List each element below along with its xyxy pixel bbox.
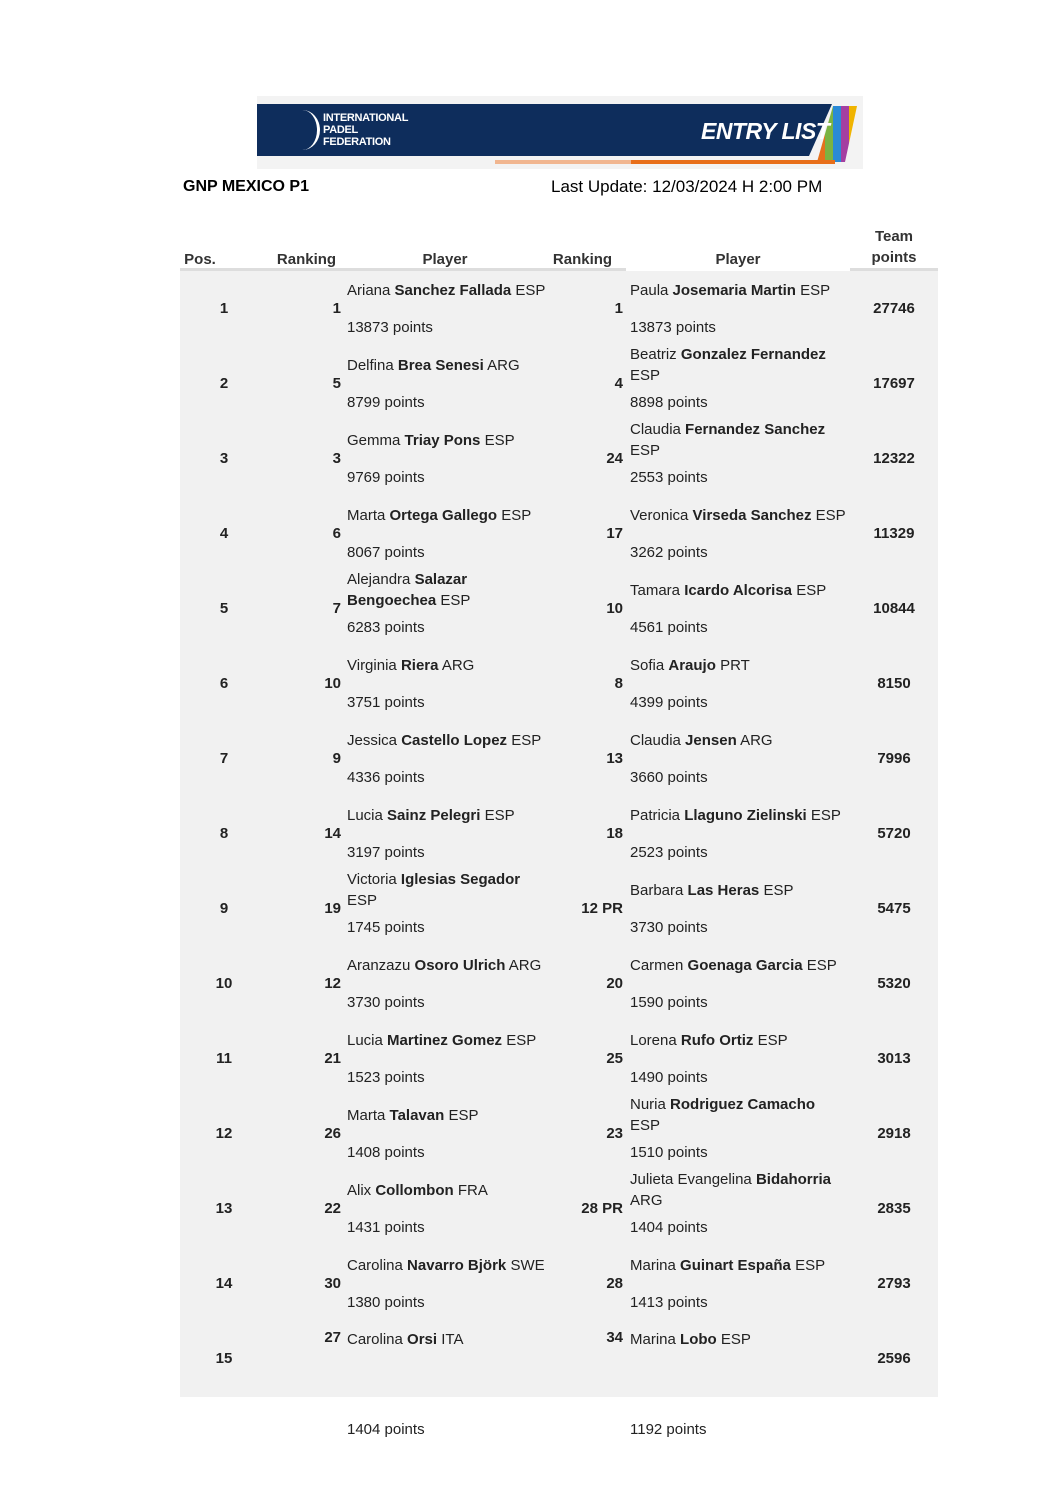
position: 8 (219, 825, 229, 842)
first-name: Veronica (630, 506, 689, 524)
last-name: Orsi (407, 1331, 438, 1348)
player-name (347, 271, 547, 309)
ranking-1: 6 (332, 525, 341, 542)
team-points: 2793 (877, 1275, 911, 1292)
player-points: 1404 points (347, 1421, 425, 1438)
first-name: Paula (630, 281, 669, 299)
first-name: Alix (347, 1181, 372, 1199)
player-name (630, 1329, 848, 1350)
first-name: Lorena (630, 1031, 677, 1049)
country: ESP (806, 956, 837, 974)
player-name-text (347, 1180, 488, 1201)
player-name (630, 721, 848, 759)
country: ESP (630, 1117, 661, 1134)
ranking-2: 25 (606, 1050, 623, 1067)
ranking-2: 4 (614, 375, 623, 392)
country: ESP (763, 881, 794, 899)
player-2 (630, 946, 848, 1021)
last-name: Rodriguez Camacho (670, 1096, 816, 1113)
player-name-text (347, 1255, 545, 1276)
player-name-text (347, 955, 541, 976)
first-name: Carolina (347, 1256, 403, 1274)
last-name: Jensen (685, 731, 737, 749)
player-name-text (630, 280, 830, 301)
player-points: 1404 points (630, 1219, 708, 1236)
player-1 (347, 721, 547, 796)
player-name (630, 571, 848, 609)
ranking-1: 22 (324, 1200, 341, 1217)
player-points: 3197 points (347, 844, 425, 861)
player-1 (347, 1321, 547, 1438)
player-1 (347, 496, 547, 571)
country: ESP (800, 281, 831, 299)
last-name: Sainz Pelegri (387, 806, 481, 824)
player-name-text (630, 730, 773, 751)
player-name-text (630, 655, 750, 676)
position: 7 (219, 750, 229, 767)
country: ARG (740, 731, 773, 749)
ranking-2: 1 (614, 300, 623, 317)
player-name-text (347, 1105, 478, 1126)
player-points: 4399 points (630, 694, 708, 711)
player-name-text (630, 344, 848, 386)
player-name (347, 1021, 547, 1059)
player-2 (630, 1246, 848, 1321)
player-points: 2553 points (630, 469, 708, 486)
player-name-text (630, 1094, 848, 1136)
player-1 (347, 796, 547, 871)
player-name (630, 1021, 848, 1059)
ranking-1: 14 (324, 825, 341, 842)
player-name-text (630, 1329, 751, 1350)
ranking-2: 18 (606, 825, 623, 842)
first-name: Victoria (347, 871, 397, 888)
table-row (180, 421, 938, 496)
player-1 (347, 1096, 547, 1171)
last-name: Salazar Bengoechea (347, 571, 468, 609)
player-name-text (347, 1329, 463, 1350)
player-name (347, 1246, 547, 1284)
first-name: Marina (630, 1331, 676, 1348)
player-2 (630, 1021, 848, 1096)
player-2 (630, 496, 848, 571)
first-name: Julieta Evangelina (630, 1171, 752, 1188)
first-name: Marta (347, 1106, 386, 1124)
country: ESP (506, 1031, 537, 1049)
player-name-text (347, 569, 547, 611)
header-player-2: Player (715, 251, 761, 268)
player-name (630, 1171, 848, 1209)
first-name: Marina (630, 1256, 676, 1274)
banner-title: ENTRY LIST (701, 118, 830, 144)
first-name: Gemma (347, 431, 401, 449)
first-name: Alejandra (347, 571, 411, 588)
country: ESP (815, 506, 846, 524)
ranking-1: 10 (324, 675, 341, 692)
player-name (630, 1246, 848, 1284)
player-1 (347, 1246, 547, 1321)
first-name: Lucia (347, 1031, 383, 1049)
player-name (630, 796, 848, 834)
player-points: 3660 points (630, 769, 708, 786)
ranking-2: 8 (614, 675, 623, 692)
first-name: Claudia (630, 421, 681, 438)
player-points: 13873 points (630, 319, 716, 336)
banner-orange-line (495, 160, 835, 164)
table-row (180, 721, 938, 796)
player-name (347, 1171, 547, 1209)
position: 5 (219, 600, 229, 617)
player-2 (630, 721, 848, 796)
player-points: 1431 points (347, 1219, 425, 1236)
ranking-2: 28 (606, 1275, 623, 1292)
team-points: 8150 (877, 675, 911, 692)
country: ESP (795, 1256, 826, 1274)
player-points: 1745 points (347, 919, 425, 936)
player-name (347, 646, 547, 684)
last-name: Icardo Alcorisa (684, 581, 793, 599)
team-points: 2918 (877, 1125, 911, 1142)
player-name-text (347, 805, 515, 826)
position: 2 (219, 375, 229, 392)
player-name-text (347, 869, 547, 911)
player-name (630, 271, 848, 309)
player-name-text (630, 1030, 788, 1051)
first-name: Delfina (347, 356, 394, 374)
player-1 (347, 1171, 547, 1246)
ipf-logo-text: INTERNATIONAL PADEL FEDERATION (323, 112, 409, 148)
position: 11 (216, 1050, 232, 1067)
table-row (180, 1021, 938, 1096)
last-name: Araujo (668, 656, 716, 674)
country: FRA (457, 1181, 488, 1199)
last-name: Iglesias Segador (400, 871, 521, 888)
header-ranking-2: Ranking (552, 251, 613, 268)
last-name: Talavan (389, 1106, 445, 1124)
first-name: Ariana (347, 281, 391, 299)
player-1 (347, 421, 547, 496)
position: 15 (215, 1350, 233, 1367)
team-points: 12322 (873, 450, 915, 467)
table-row (180, 796, 938, 871)
first-name: Beatriz (630, 346, 677, 363)
player-1 (347, 646, 547, 721)
ipf-banner (257, 96, 863, 169)
country: ARG (508, 956, 542, 974)
player-2 (630, 571, 848, 646)
player-name (347, 421, 547, 459)
ranking-1: 5 (332, 375, 341, 392)
player-points: 8067 points (347, 544, 425, 561)
country: ESP (511, 731, 542, 749)
player-points: 8898 points (630, 394, 708, 411)
ranking-2: 12 PR (581, 900, 623, 917)
country: ITA (441, 1331, 464, 1348)
player-name (630, 871, 848, 909)
player-name (347, 496, 547, 534)
last-name: Ortega Gallego (389, 506, 498, 524)
player-1 (347, 871, 547, 946)
player-name-text (630, 955, 837, 976)
team-points: 5475 (877, 900, 911, 917)
team-points: 5320 (877, 975, 911, 992)
last-name: Triay Pons (404, 431, 481, 449)
ranking-1: 1 (332, 300, 341, 317)
last-name: Llaguno Zielinski (684, 806, 807, 824)
player-1 (347, 346, 547, 421)
country: ESP (347, 892, 378, 909)
player-name (347, 721, 547, 759)
position: 12 (215, 1125, 233, 1142)
last-name: Osoro Ulrich (414, 956, 506, 974)
country: ESP (796, 581, 827, 599)
player-2 (630, 871, 848, 946)
last-name: Goenaga Garcia (687, 956, 803, 974)
last-name: Brea Senesi (397, 356, 484, 374)
entry-table (180, 271, 938, 1438)
country: ESP (484, 806, 515, 824)
team-points: 17697 (873, 375, 915, 392)
table-row (180, 1171, 938, 1246)
last-name: Martinez Gomez (387, 1031, 503, 1049)
player-name (630, 946, 848, 984)
player-name-text (347, 730, 541, 751)
player-2 (630, 1321, 848, 1438)
player-points: 4336 points (347, 769, 425, 786)
player-2 (630, 796, 848, 871)
player-name-text (347, 1030, 536, 1051)
player-name (347, 946, 547, 984)
position: 3 (219, 450, 229, 467)
player-2 (630, 421, 848, 496)
ranking-1: 26 (324, 1125, 341, 1142)
player-points: 3730 points (347, 994, 425, 1011)
player-name-text (630, 419, 848, 461)
country: ESP (515, 281, 546, 299)
country: ESP (810, 806, 841, 824)
player-points: 9769 points (347, 469, 425, 486)
country: SWE (510, 1256, 545, 1274)
ranking-1: 27 (324, 1329, 341, 1346)
header-pos: Pos. (184, 251, 216, 268)
first-name: Tamara (630, 581, 681, 599)
player-name (630, 346, 848, 384)
country: ARG (487, 356, 520, 374)
player-name-text (630, 505, 846, 526)
player-points: 3262 points (630, 544, 708, 561)
player-name (347, 571, 547, 609)
player-points: 1192 points (630, 1421, 707, 1438)
player-2 (630, 346, 848, 421)
ranking-2: 20 (606, 975, 623, 992)
position: 6 (219, 675, 229, 692)
player-name (347, 1329, 547, 1350)
ranking-1: 19 (324, 900, 341, 917)
position: 14 (215, 1275, 233, 1292)
last-name: Bidahorria (755, 1171, 831, 1188)
first-name: Claudia (630, 731, 681, 749)
player-name-text (630, 1169, 848, 1211)
ranking-2: 17 (606, 525, 623, 542)
table-row (180, 1321, 938, 1438)
player-name-text (630, 880, 793, 901)
player-1 (347, 946, 547, 1021)
table-row (180, 946, 938, 1021)
last-name: Virseda Sanchez (692, 506, 812, 524)
player-name-text (347, 430, 515, 451)
player-name-text (347, 355, 520, 376)
player-points: 8799 points (347, 394, 425, 411)
player-2 (630, 1096, 848, 1171)
ranking-2: 24 (606, 450, 623, 467)
ranking-1: 21 (324, 1050, 341, 1067)
player-name-text (347, 505, 531, 526)
player-name-text (630, 580, 826, 601)
position: 13 (215, 1200, 233, 1217)
player-name (347, 796, 547, 834)
player-points: 1408 points (347, 1144, 425, 1161)
player-name-text (630, 805, 841, 826)
last-name: Sanchez Fallada (394, 281, 512, 299)
player-points: 6283 points (347, 619, 425, 636)
first-name: Nuria (630, 1096, 666, 1113)
player-points: 1413 points (630, 1294, 708, 1311)
team-points: 2835 (877, 1200, 911, 1217)
ranking-2: 23 (606, 1125, 623, 1142)
header-player-1: Player (422, 251, 468, 268)
player-points: 1510 points (630, 1144, 708, 1161)
ranking-1: 30 (324, 1275, 341, 1292)
team-points: 2596 (877, 1350, 911, 1367)
last-name: Riera (400, 656, 439, 674)
first-name: Barbara (630, 881, 684, 899)
player-points: 1590 points (630, 994, 708, 1011)
country: ESP (501, 506, 532, 524)
table-row (180, 871, 938, 946)
team-points: 10844 (873, 600, 915, 617)
team-points: 11329 (873, 525, 915, 542)
country: ESP (484, 431, 515, 449)
player-name (347, 871, 547, 909)
player-1 (347, 271, 547, 346)
position: 9 (219, 900, 229, 917)
table-row (180, 346, 938, 421)
ranking-2: 28 PR (581, 1200, 623, 1217)
position: 10 (215, 975, 233, 992)
ranking-1: 9 (332, 750, 341, 767)
country: ESP (440, 592, 471, 609)
player-2 (630, 271, 848, 346)
player-name (630, 421, 848, 459)
first-name: Patricia (630, 806, 681, 824)
country: ARG (441, 656, 475, 674)
country: ESP (720, 1331, 751, 1348)
ipf-logo-icon (285, 110, 320, 150)
last-name: Rufo Ortiz (680, 1031, 754, 1049)
player-name (630, 1096, 848, 1134)
player-name (347, 1096, 547, 1134)
first-name: Lucia (347, 806, 383, 824)
header-team-points: Team points (871, 228, 917, 266)
last-name: Las Heras (687, 881, 760, 899)
player-2 (630, 646, 848, 721)
player-points: 3730 points (630, 919, 708, 936)
player-name (630, 496, 848, 534)
player-name-text (630, 1255, 825, 1276)
team-points: 5720 (877, 825, 911, 842)
player-points: 13873 points (347, 319, 433, 336)
country: ESP (630, 442, 661, 459)
header-ranking-1: Ranking (276, 251, 337, 268)
team-points: 3013 (877, 1050, 911, 1067)
last-name: Castello Lopez (401, 731, 508, 749)
country: ESP (630, 367, 661, 384)
player-name-text (347, 280, 545, 301)
player-2 (630, 1171, 848, 1246)
table-row (180, 571, 938, 646)
first-name: Virginia (347, 656, 397, 674)
table-row (180, 496, 938, 571)
first-name: Sofia (630, 656, 665, 674)
ranking-2: 34 (606, 1329, 623, 1346)
table-row (180, 1096, 938, 1171)
country: ARG (630, 1192, 663, 1209)
country: PRT (720, 656, 750, 674)
table-row (180, 646, 938, 721)
tournament-title: GNP MEXICO P1 (183, 178, 309, 195)
player-name-text (347, 655, 474, 676)
table-row (180, 1246, 938, 1321)
first-name: Jessica (347, 731, 398, 749)
ranking-2: 13 (606, 750, 623, 767)
last-update: Last Update: 12/03/2024 H 2:00 PM (551, 177, 823, 196)
player-points: 1380 points (347, 1294, 425, 1311)
ranking-2: 10 (606, 600, 623, 617)
table-row (180, 271, 938, 346)
last-name: Lobo (680, 1331, 717, 1348)
player-name (347, 346, 547, 384)
last-name: Guinart España (680, 1256, 791, 1274)
first-name: Carolina (347, 1331, 403, 1348)
country: ESP (448, 1106, 479, 1124)
first-name: Aranzazu (347, 956, 411, 974)
player-name (630, 646, 848, 684)
position: 4 (219, 525, 229, 542)
player-points: 1523 points (347, 1069, 425, 1086)
team-points: 27746 (873, 300, 915, 317)
first-name: Carmen (630, 956, 684, 974)
last-name: Gonzalez Fernandez (680, 346, 826, 363)
player-1 (347, 571, 547, 646)
ranking-1: 7 (332, 600, 341, 617)
last-name: Fernandez Sanchez (685, 421, 826, 438)
last-name: Collombon (375, 1181, 454, 1199)
last-name: Josemaria Martin (672, 281, 796, 299)
player-1 (347, 1021, 547, 1096)
last-name: Navarro Björk (407, 1256, 507, 1274)
player-points: 1490 points (630, 1069, 708, 1086)
team-points: 7996 (877, 750, 911, 767)
ranking-1: 12 (324, 975, 341, 992)
player-points: 4561 points (630, 619, 708, 636)
player-points: 3751 points (347, 694, 425, 711)
ranking-1: 3 (332, 450, 341, 467)
country: ESP (757, 1031, 788, 1049)
first-name: Marta (347, 506, 386, 524)
position: 1 (219, 300, 229, 317)
player-points: 2523 points (630, 844, 708, 861)
